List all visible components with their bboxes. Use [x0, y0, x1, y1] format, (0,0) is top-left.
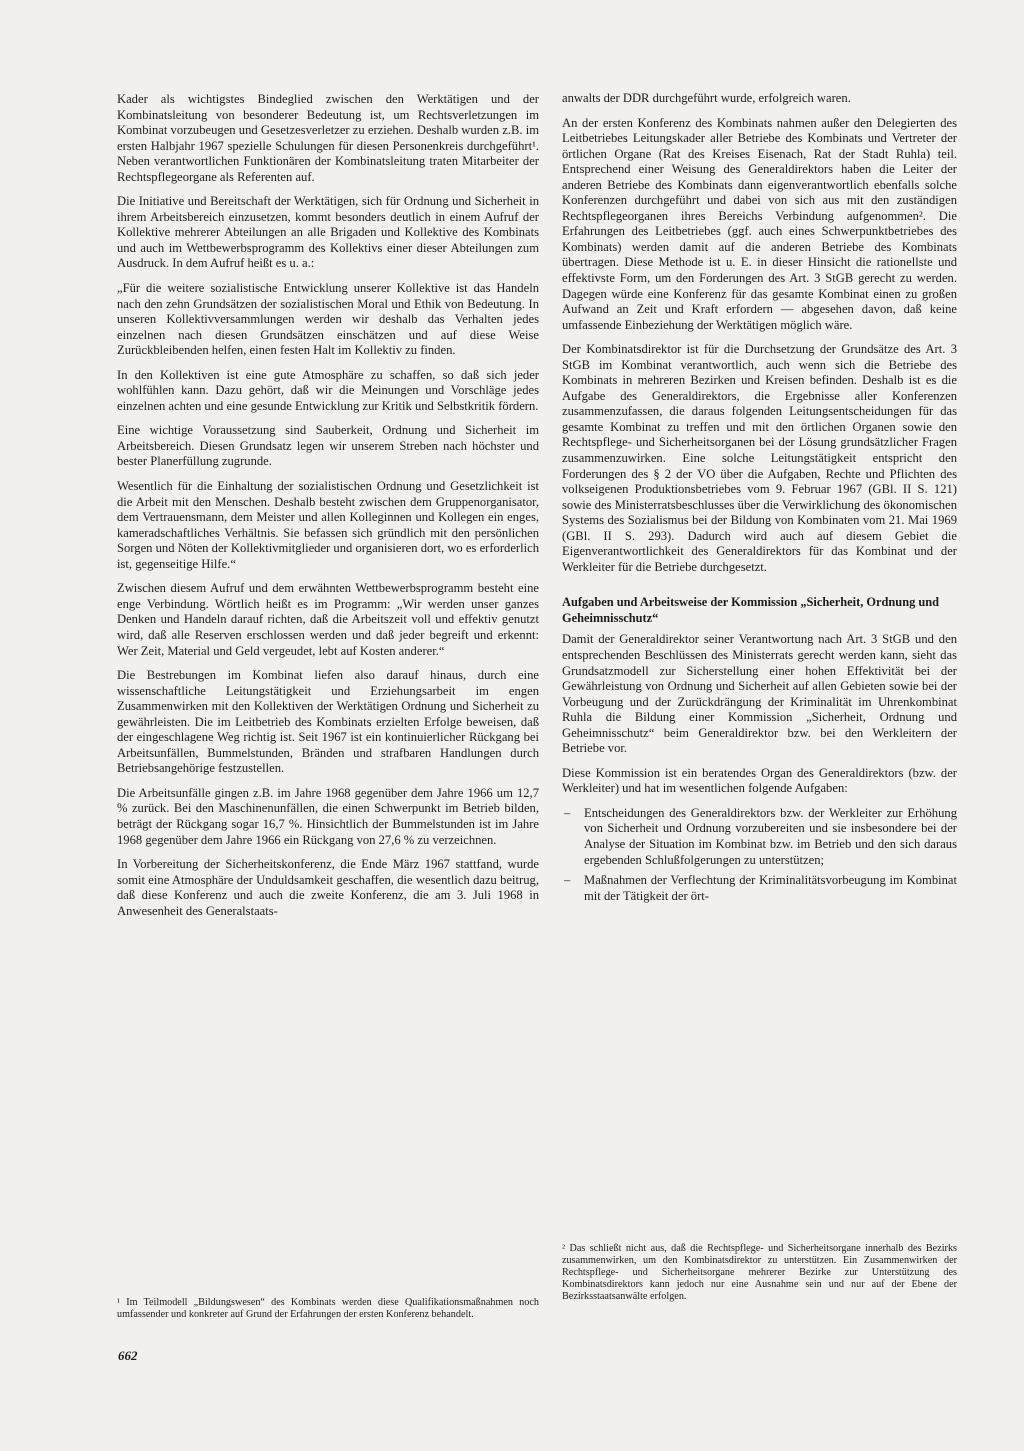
paragraph: Die Initiative und Bereitschaft der Werktätigen, sich für Ordnung und Sicherheit in ihrem Arbeitsbereich einzusetzen, kommt besonders deutlich in einem Aufruf der Kollektive mehrerer Abteilungen an alle Brigaden und Kollektive des Kombinats und auch im Wettbewerbsprogramm des Kollektivs einer dieser Abteilungen zum Ausdruck. In dem Aufruf heißt es u. a.: — [117, 194, 539, 271]
footnote-text: ² Das schließt nicht aus, daß die Rechtspflege- und Sicherheitsorgane innerhalb des Bezirks zusammenwirken, um den Kombinatsdirektor zu unterstützen. Ein Zusammenwirken der Rechtspflege- und Sicherheitsorgane mehrerer Bezirke zur Unterstützung des Kombinatsdirektors kann jedoch nur eine Ausnahme sein und nur auf der Ebene der Bezirksstaatsanwälte erfolgen. — [562, 1243, 957, 1302]
section-heading: Aufgaben und Arbeitsweise der Kommission „Sicherheit, Ordnung und Geheimnisschutz“ — [562, 595, 940, 625]
left-column — [117, 92, 539, 928]
task-list-item: – Entscheidungen des Generaldirektors bzw. der Werkleiter zur Erhöhung von Sicherheit und Ordnung vorzubereiten und sie insbesondere bei der Analyse der Situation im Kombinat bzw. im Betrieb und den sich daraus ergebenden Schlußfolgerungen zu unterstützen; — [562, 806, 957, 868]
paragraph: Die Arbeitsunfälle gingen z.B. im Jahre 1968 gegenüber dem Jahre 1966 um 12,7 % zurück. Bei den Maschinenunfällen, die einen Schwerpunkt im Betrieb bilden, beträgt der Rückgang sogar 16,7 %. Hinsichtlich der Bummelstunden ist im Jahre 1968 gegenüber dem Jahre 1966 ein Rückgang von 27,6 % zu verzeichnen. — [117, 785, 539, 847]
paragraph: Die Bestrebungen im Kombinat liefen also darauf hinaus, durch eine wissenschaftliche Leitungstätigkeit und Erziehungsarbeit im engen Zusammenwirken mit den Kollektiven der Werktätigen Ordnung und Sicherheit zu gewährleisten. Die im Leitbetrieb des Kombinats erzielten Erfolge beweisen, daß der eingeschlagene Weg richtig ist. Seit 1967 ist ein kontinuierlicher Rückgang bei Arbeitsunfällen, Bummelstunden, Bränden und strafbaren Handlungen durch Betriebsangehörige festzustellen. — [117, 668, 539, 776]
paragraph: Kader als wichtigstes Bindeglied zwischen den Werktätigen und der Kombinatsleitung von besonderer Bedeutung ist, um Rechtsverletzungen im Kombinat vorzubeugen und Gesetzesverletzer zu erziehen. Deshalb wurden z.B. im ersten Halbjahr 1967 spezielle Schulungen für diesen Personenkreis durchgeführt¹. Neben verantwortlichen Funktionären der Kombinatsleitung traten Mitarbeiter der Rechtspflegeorgane als Referenten auf. — [117, 92, 539, 184]
quote-paragraph: Wesentlich für die Einhaltung der sozialistischen Ordnung und Gesetzlichkeit ist die Arbeit mit den Menschen. Deshalb besteht zwischen dem Gruppenorganisator, dem Vertrauensmann, dem Meister und allen Kolleginnen und Kollegen ein enges, kameradschaftliches Verhältnis. Sie befassen sich gründlich mit den persönlichen Sorgen und Nöten der Kollektivmitglieder und organisieren dort, wo es erforderlich ist, gegenseitige Hilfe.“ — [117, 479, 539, 571]
paragraph: An der ersten Konferenz des Kombinats nahmen außer den Delegierten des Leitbetriebes Leitungskader aller Betriebe des Kombinats und Vertreter der örtlichen Organe (Rat des Kreises Eisenach, Rat der Stadt Ruhla) teil. Entsprechend einer Weisung des Generaldirektors haben die Leiter der anderen Betriebe des Kombinats dann eigenverantwortlich ebenfalls solche Konferenzen durchgeführt und dabei von sich aus mit den zuständigen Rechtspflegeorganen ihres Bereichs Verbindung aufgenommen². Die Erfahrungen des Leitbetriebes (ggf. auch eines Schwerpunktbetriebes des Kombinats) werden damit auf die anderen Betriebe des Kombinats übertragen. Diese Methode ist u. E. in dieser Hinsicht die rationellste und effektivste Form, um den Forderungen des Art. 3 StGB gerecht zu werden. Dagegen würde eine Konferenz für das gesamte Kombinat einen zu großen Aufwand an Zeit und Kraft erfordern — abgesehen davon, daß keine umfassende Einbeziehung der Werktätigen möglich wäre. — [562, 115, 957, 332]
page-number: 662 — [118, 1348, 138, 1363]
quote-paragraph: In den Kollektiven ist eine gute Atmosphäre zu schaffen, so daß sich jeder wohlfühlen kann. Dazu gehört, daß wir die Meinungen und Vorschläge jedes einzelnen achten und eine gesunde Entwicklung zur Kritik und Selbstkritik fördern. — [117, 367, 539, 413]
footnote-left — [117, 1297, 539, 1321]
paragraph: Der Kombinatsdirektor ist für die Durchsetzung der Grundsätze des Art. 3 StGB im Kombinat verantwortlich, auch wenn sich die Betriebe des Kombinats in mehreren Bezirken und Kreisen befinden. Deshalb ist es die Aufgabe des Generaldirektors, die Ergebnisse aller Konferenzen zusammenzufassen, die daraus folgenden Leitungsentscheidungen für das gesamte Kombinat zu treffen und mit den örtlichen Organen sowie den Rechtspflege- und Sicherheitsorganen bei der Lösung grundsätzlicher Fragen zusammenzuwirken. Eine solche Leitungstätigkeit entspricht den Forderungen des § 2 der VO über die Aufgaben, Rechte und Pflichten des volkseigenen Produktionsbetriebes vom 9. Februar 1967 (GBl. II S. 121) sowie des Ministerratsbeschlusses über die Verwirklichung des ökonomischen Systems des Sozialismus bei der Bildung von Kombinaten vom 21. Mai 1969 (GBl. II S. 293). Dadurch wird auch auf diesem Gebiet die Eigenverantwortlichkeit des Generaldirektors für das Kombinat und der Werkleiter für die Betriebe durchgesetzt. — [562, 342, 957, 574]
footnote-text: ¹ Im Teilmodell „Bildungswesen“ des Kombinats werden diese Qualifikationsmaßnahmen noch umfassender und konkreter auf Grund der Erfahrungen der ersten Konferenz behandelt. — [117, 1297, 539, 1320]
paragraph: In Vorbereitung der Sicherheitskonferenz, die Ende März 1967 stattfand, wurde somit eine Atmosphäre der Unduldsamkeit geschaffen, die wesentlich dazu beitrug, daß diese Konferenz und auch die zweite Konferenz, die am 3. Juli 1968 in Anwesenheit des Generalstaats- — [117, 857, 539, 918]
right-column — [562, 91, 957, 911]
task-list-item: – Maßnahmen der Verflechtung der Kriminalitätsvorbeugung im Kombinat mit der Tätigkeit der ört- — [562, 873, 957, 904]
quote-paragraph: „Für die weitere sozialistische Entwicklung unserer Kollektive ist das Handeln nach den zehn Grundsätzen der sozialistischen Moral und Ethik von Bedeutung. In unseren Kollektivversammlungen werden wir deshalb das Verhalten jedes einzelnen nach diesen Grundsätzen einschätzen und auf diese Weise Zurückbleibenden helfen, einen festen Halt im Kollektiv zu finden. — [117, 281, 539, 358]
footnote-right — [562, 1243, 957, 1303]
paragraph: Diese Kommission ist ein beratendes Organ des Generaldirektors (bzw. der Werkleiter) und hat im wesentlichen folgende Aufgaben: — [562, 765, 957, 796]
paragraph: anwalts der DDR durchgeführt wurde, erfolgreich waren. — [562, 91, 851, 105]
quote-paragraph: Eine wichtige Voraussetzung sind Sauberkeit, Ordnung und Sicherheit im Arbeitsbereich. Diesen Grundsatz legen wir unserem Streben nach höchster und bester Planerfüllung zugrunde. — [117, 423, 539, 469]
paragraph: Zwischen diesem Aufruf und dem erwähnten Wettbewerbsprogramm besteht eine enge Verbindung. Wörtlich heißt es im Programm: „Wir werden unser ganzes Denken und Handeln darauf richten, daß die Arbeitszeit voll und effektiv genutzt wird, daß alle Reserven erschlossen werden und daß jeder begreift und erkennt: Wer Zeit, Material und Geld vergeudet, lebt auf Kosten anderer.“ — [117, 581, 539, 658]
paragraph: Damit der Generaldirektor seiner Verantwortung nach Art. 3 StGB und den entsprechenden Beschlüssen des Ministerrats gerecht werden kann, sieht das Grundsatzmodell zur Sicherstellung einer hohen Effektivität bei der Gewährleistung von Ordnung und Sicherheit auf allen Gebieten sowie bei der Vorbeugung und der Zurückdrängung der Kriminalität im Uhrenkombinat Ruhla die Bildung einer Kommission „Sicherheit, Ordnung und Geheimnisschutz“ beim Generaldirektor bzw. bei den Werkleitern der Betriebe vor. — [562, 632, 957, 756]
task-list — [562, 806, 957, 904]
